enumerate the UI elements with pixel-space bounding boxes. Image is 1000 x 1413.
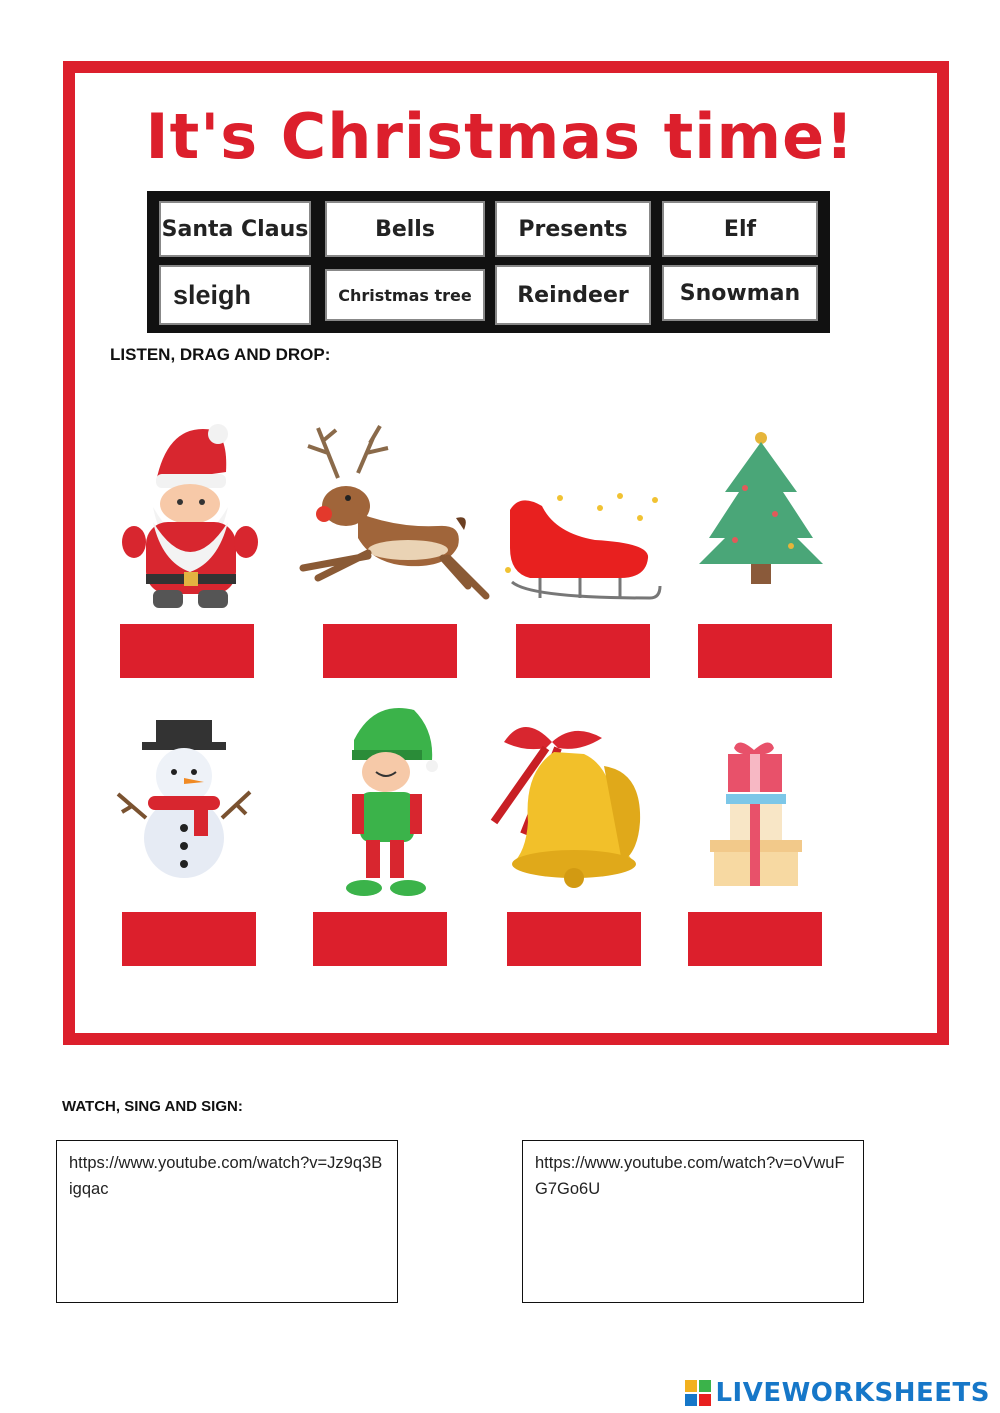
drop-zone-reindeer[interactable] (323, 624, 457, 678)
liveworksheets-icon (685, 1380, 711, 1406)
drop-zone-christmas-tree[interactable] (698, 624, 832, 678)
instructions: LISTEN, DRAG AND DROP: (110, 345, 331, 364)
drop-zone-sleigh[interactable] (516, 624, 650, 678)
liveworksheets-wordmark: LIVEWORKSHEETS (715, 1378, 990, 1408)
sleigh-image (500, 488, 668, 610)
watch-sing-sign-label: WATCH, SING AND SIGN: (62, 1098, 243, 1115)
drop-zone-snowman[interactable] (122, 912, 256, 966)
video-link-2[interactable]: https://www.youtube.com/watch?v=oVwuFG7Go6U (522, 1140, 864, 1303)
drop-zone-elf[interactable] (313, 912, 447, 966)
word-bells[interactable]: Bells (325, 201, 485, 257)
liveworksheets-logo (685, 1378, 990, 1408)
word-snowman[interactable]: Snowman (662, 265, 818, 321)
drop-zone-bells[interactable] (507, 912, 641, 966)
presents-image (708, 736, 804, 888)
word-santa-claus[interactable]: Santa Claus (159, 201, 311, 257)
christmas-tree-image (695, 428, 825, 588)
word-sleigh[interactable]: sleigh (159, 265, 311, 325)
word-reindeer[interactable]: Reindeer (495, 265, 651, 325)
santa-claus-image (118, 412, 258, 612)
drop-zone-santa[interactable] (120, 624, 254, 678)
word-presents[interactable]: Presents (495, 201, 651, 257)
snowman-image (112, 720, 256, 882)
page-title: It's Christmas time! (145, 100, 855, 173)
drop-zone-presents[interactable] (688, 912, 822, 966)
reindeer-image (298, 418, 490, 608)
word-christmas-tree[interactable]: Christmas tree (325, 269, 485, 321)
elf-image (334, 700, 444, 900)
video-link-1[interactable]: https://www.youtube.com/watch?v=Jz9q3Bigqac (56, 1140, 398, 1303)
word-bank (147, 191, 830, 333)
word-elf[interactable]: Elf (662, 201, 818, 257)
bell-image (484, 712, 646, 888)
